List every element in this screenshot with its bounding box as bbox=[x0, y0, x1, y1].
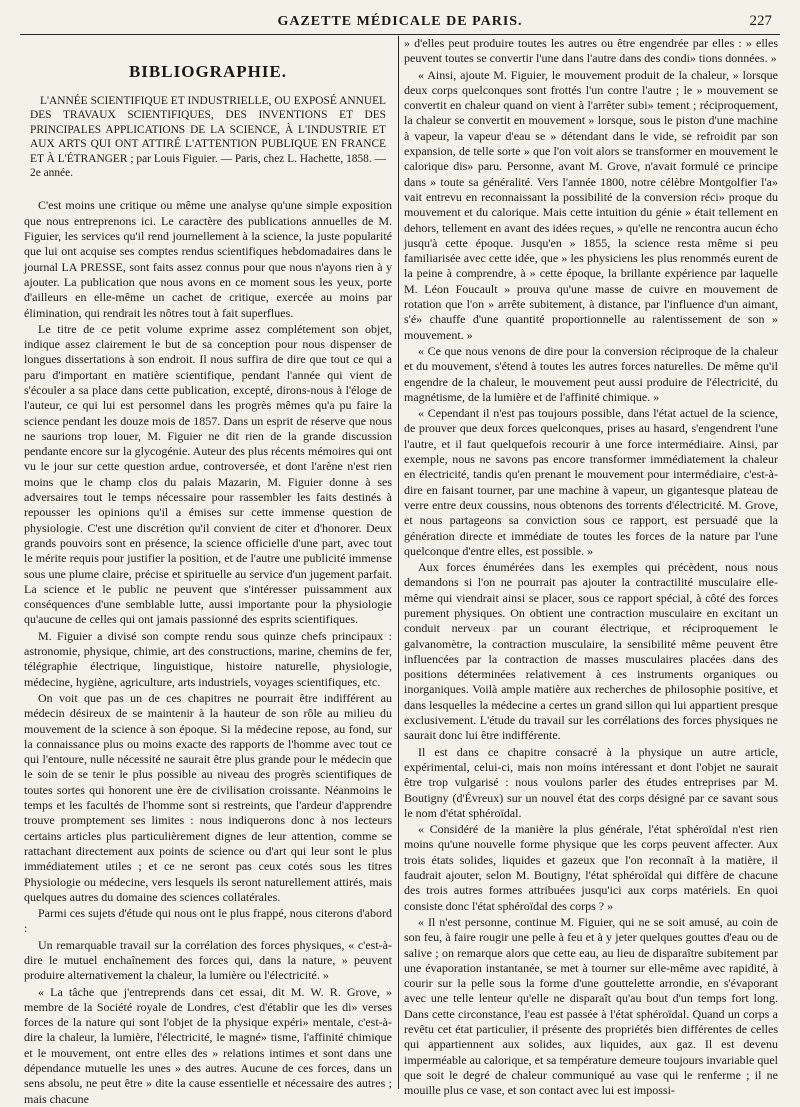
paragraph: Le titre de ce petit volume exprime assez complétement son objet, indique assez clairement le but de sa conception pour nous dispenser de longues dissertations à son endroit. Il nous suffira de dire que tout ce qui a paru d'important en matière scientifique, pendant l'année qui vient de s'écouler a sa place dans cette publication, excepté, dirons-nous à l'éloge de l'auteur, ce qui lui est personnel dans les progrès mêmes qu'a pu faire la science pendant les douze mois de 1857. Dans un esprit de réserve que nous ne saurions trop louer, M. Figuier ne dit rien de la grande discussion pendante encore sur la glycogénie. Auteur des plus récents mémoires qui ont vu le jour sur cette question ardue, controversée, et dont l'arène n'est rien moins que le champ clos du palais Mazarin, M. Figuier donne à ses adversaires tout le temps nécessaire pour rassembler les faits destinés à repousser les opinions qu'il a émises sur cette immense question de physiologie. C'est une discrétion qu'il convient de citer et d'honorer. Deux grands pouvoirs sont en présence, la science officielle d'une part, avec tout le mérite requis pour justifier la position, et de l'autre une publicité immense sous une plume claire, précise et spirituelle au service d'un jugement parfait. La science et le public ne peuvent que s'intéresser puissamment aux conséquences d'une semblable lutte, aussi importante pour la physiologie qu'aucune de celles qui ont jamais passionné des esprits scientifiques. bbox=[24, 321, 392, 627]
section-title: BIBLIOGRAPHIE. bbox=[128, 62, 288, 81]
paragraph: » d'elles peut produire toutes les autres ou être engendrée par elles : » elles peuvent toutes se convertir l'une dans l'autre dans des condi» tions données. » bbox=[404, 36, 778, 66]
page-number: 227 bbox=[749, 13, 772, 29]
header-rule bbox=[20, 34, 780, 35]
paragraph: M. Figuier a divisé son compte rendu sous quinze chefs principaux : astronomie, physique, chimie, art des constructions, marine, chemins de fer, télégraphie électrique, linguistique, histoire naturelle, physiologie, médecine, hygiène, agriculture, arts industriels, voyages scientifiques, etc. bbox=[24, 628, 392, 689]
column-divider bbox=[398, 36, 399, 1089]
paragraph: Parmi ces sujets d'étude qui nous ont le plus frappé, nous citerons d'abord : bbox=[24, 906, 392, 936]
paragraph: Un remarquable travail sur la corrélation des forces physiques, « c'est-à-dire le mutuel enchaînement des forces qui, dans la nature, » peuvent produire alternativement la chaleur, la lumière ou l'électricité. » bbox=[24, 937, 392, 983]
paragraph: Il est dans ce chapitre consacré à la physique un autre article, expérimental, celui-ci, mais non moins intéressant et dont l'objet ne saurait être trop vulgarisé : nous voulons parler des études entreprises par M. Boutigny (d'Évreux) sur un nouvel état des corps désigné par ce savant sous le nom d'état sphéroïdal. bbox=[404, 744, 778, 820]
paragraph: « Ainsi, ajoute M. Figuier, le mouvement produit de la chaleur, » lorsque deux corps quelconques sont frottés l'un contre l'autre ; le » mouvement se convertit en chaleur quand on vient à l'arrêter subi» tement ; réciproquement, la chaleur se convertit en mouvement » lorsque, sous le piston d'une machine à vapeur, la vapeur d'eau se » détendant dans le vide, se refroidit par son expansion, de telle sorte » que l'on voit alors se transformer en mouvement le calorique dis» paru. Personne, avant M. Grove, n'avait formulé ce principe dans » toute sa généralité. Vers l'année 1800, notre célèbre Montgolfier l'a» vait entrevu en reconnaissant la possibilité de la conversion réci» proque du mouvement et du calorique. Mais cette intuition du génie » était tellement en dehors, tellement en avant des idées reçues, » qu'elle ne rencontra aucun écho jusqu'à cette époque. Jusqu'en » 1855, la science resta même si peu familiarisée avec cette idée, que » les physiciens les plus renommés eurent de la peine à comprendre, à » cette époque, la brillante expérience par laquelle M. Léon Foucault » prouva qu'une masse de cuivre en mouvement de rotation que l'on » arrête subitement, à distance, par l'influence d'un aimant, s'é» chauffe d'une quantité proportionnelle au ralentissement de son » mouvement. » bbox=[404, 67, 778, 342]
paragraph: « Considéré de la manière la plus générale, l'état sphéroïdal n'est rien moins qu'une nouvelle forme physique que les corps peuvent affecter. Aux trois états solides, liquides et gazeux que l'on reconnaît à la matière, il faudrait ajouter, selon M. Boutigny, l'état sphéroïdal qui diffère de chacune des trois autres formes attribuées jusqu'ici aux corps matériels. En quoi consiste donc l'état sphéroïdal des corps ? » bbox=[404, 822, 778, 913]
journal-title: GAZETTE MÉDICALE DE PARIS. bbox=[277, 14, 523, 29]
paragraph: C'est moins une critique ou même une analyse qu'une simple exposition que nous entreprenons ici. Le caractère des publications annuelles de M. Figuier, les services qu'il rend journellement à la science, la juste popularité que lui ont acquise ses comptes rendus scientifiques hebdomadaires dans le journal LA PRESSE, sont faits assez connus pour que nous n'ayons rien à y ajouter. La publication que nous avons en ce moment sous les yeux, porte d'ailleurs en elle-même un cachet de critique, exercée au moins par élimination, qui rendrait les nôtres tout à fait superflues. bbox=[24, 198, 392, 320]
paragraph: « Ce que nous venons de dire pour la conversion réciproque de la chaleur et du mouvement, s'étend à toutes les autres forces naturelles. De même qu'il engendre de la chaleur, le mouvement peut aussi produire de l'électricité, du magnétisme, de la lumière et de l'affinité chimique. » bbox=[404, 343, 778, 404]
paragraph: « La tâche que j'entreprends dans cet essai, dit M. W. R. Grove, » membre de la Société royale de Londres, c'est d'établir que les di» verses forces de la nature qui sont l'objet de la physique expéri» mentale, c'est-à-dire la chaleur, la lumière, l'électricité, le magné» tisme, l'affinité chimique et le mouvement, ont entre elles des » relations intimes et sont dans une dépendance mutuelle les unes » des autres. Aucune de ces forces, dans un sens absolu, ne peut être » dite la cause essentielle et nécessaire des autres ; mais chacune bbox=[24, 984, 392, 1106]
right-column bbox=[404, 36, 778, 1098]
left-column bbox=[24, 36, 392, 1106]
paragraph: « Cependant il n'est pas toujours possible, dans l'état actuel de la science, de prouver que deux forces quelconques, prises au hasard, s'engendrent l'une l'autre, et il faut quelquefois recourir à une force intermédiaire. Ainsi, par exemple, nous ne savons pas encore transformer immédiatement la chaleur en électricité, tandis qu'en prenant le mouvement pour intermédiaire, c'est-à-dire en faisant tourner, par une machine à vapeur, un gigantesque plateau de verre entre deux coussins, nous obtenons des torrents d'électricité. M. Grove, et nous partageons sa conviction sous ce rapport, est persuadé que la génération directe et immédiate de toutes les forces de la nature par l'une quelconque d'entre elles, est possible. » bbox=[404, 406, 778, 558]
paragraph: « Il n'est personne, continue M. Figuier, qui ne se soit amusé, au coin de son feu, à faire rougir une pelle à feu et à y jeter quelques gouttes d'eau ou de salive ; on remarque alors que cette eau, au lieu de disparaître subitement par une évaporation instantanée, se met à tourner sur elle-même avec rapidité, à courir sur la pelle sous la forme d'une gouttelette arrondie, en s'évaporant avec une telle lenteur qu'elle ne disparaît qu'au bout d'un temps fort long. Dans cette circonstance, l'eau est passée à l'état sphéroïdal. Quand un corps a revêtu cet état particulier, il présente des propriétés bien différentes de celles qui appartiennent aux solides, aux liquides, aux gaz. Il est devenu imperméable au calorique, et sa température demeure toujours invariable quel que soit le degré de chaleur communiqué au vase qui le renferme ; il ne mouille plus ce vase, et son contact avec lui est impossi- bbox=[404, 914, 778, 1098]
paragraph: Aux forces énumérées dans les exemples qui précèdent, nous nous demandons si l'on ne pourrait pas ajouter la contractilité musculaire elle-même qui viendrait ainsi se placer, sous ce rapport spécial, à côté des forces purement physiques. On obtient une contraction musculaire en excitant un conduit nerveux par un courant électrique, et réciproquement le galvanomètre, la contraction musculaire, la sensibilité même peuvent être influencées par la contraction de masses musculaires placées dans des positions déterminées relativement à ces instruments organiques ou inorganiques. Voilà ample matière aux recherches de philosophie positive, et dans lesquelles la médecine a certes un grand sillon qui lui appartient presque exclusivement. L'étude du travail sur les corrélations des forces physiques ne saurait donc lui être indifférente. bbox=[404, 560, 778, 743]
book-reference: L'ANNÉE SCIENTIFIQUE ET INDUSTRIELLE, OU EXPOSÉ ANNUEL DES TRAVAUX SCIENTIFIQUES, DES INVENTIONS ET DES PRINCIPALES APPLICATIONS DE LA SCIENCE, À L'INDUSTRIE ET AUX ARTS QUI ONT ATTIRÉ L'ATTENTION PUBLIQUE EN FRANCE ET À L'ÉTRANGER ; par Louis Figuier. — Paris, chez L. Hachette, 1858. — 2e année. bbox=[30, 95, 386, 180]
paragraph: On voit que pas un de ces chapitres ne pourrait être indifférent au médecin désireux de se maintenir à la hauteur de son rôle au milieu du mouvement de la science à son époque. Si la médecine repose, au fond, sur la connaissance plus ou moins exacte des rapports de l'homme avec tout ce qui l'entoure, nulle nécessité ne saurait être plus grande pour le médecin que le soin de se tenir le plus possible au niveau des progrès scientifiques de toutes sortes qui honorent une ère de civilisation croissante. Néanmoins le temps et les facultés de l'homme sont si restreints, que l'ardeur d'apprendre trouve promptement ses limites : nous indiquerons donc à nos lecteurs certains articles plus particulièrement dignes de leur attention, comme se rattachant directement aux points de science ou d'art qui leur sont le plus immédiatement utiles ; et ce ne seront pas ceux cotés sous les titres Physiologie ou médecine, vers lesquels ils seront naturellement attirés, mais quelques autres du domaine des sciences collatérales. bbox=[24, 690, 392, 904]
page-header bbox=[20, 10, 780, 34]
